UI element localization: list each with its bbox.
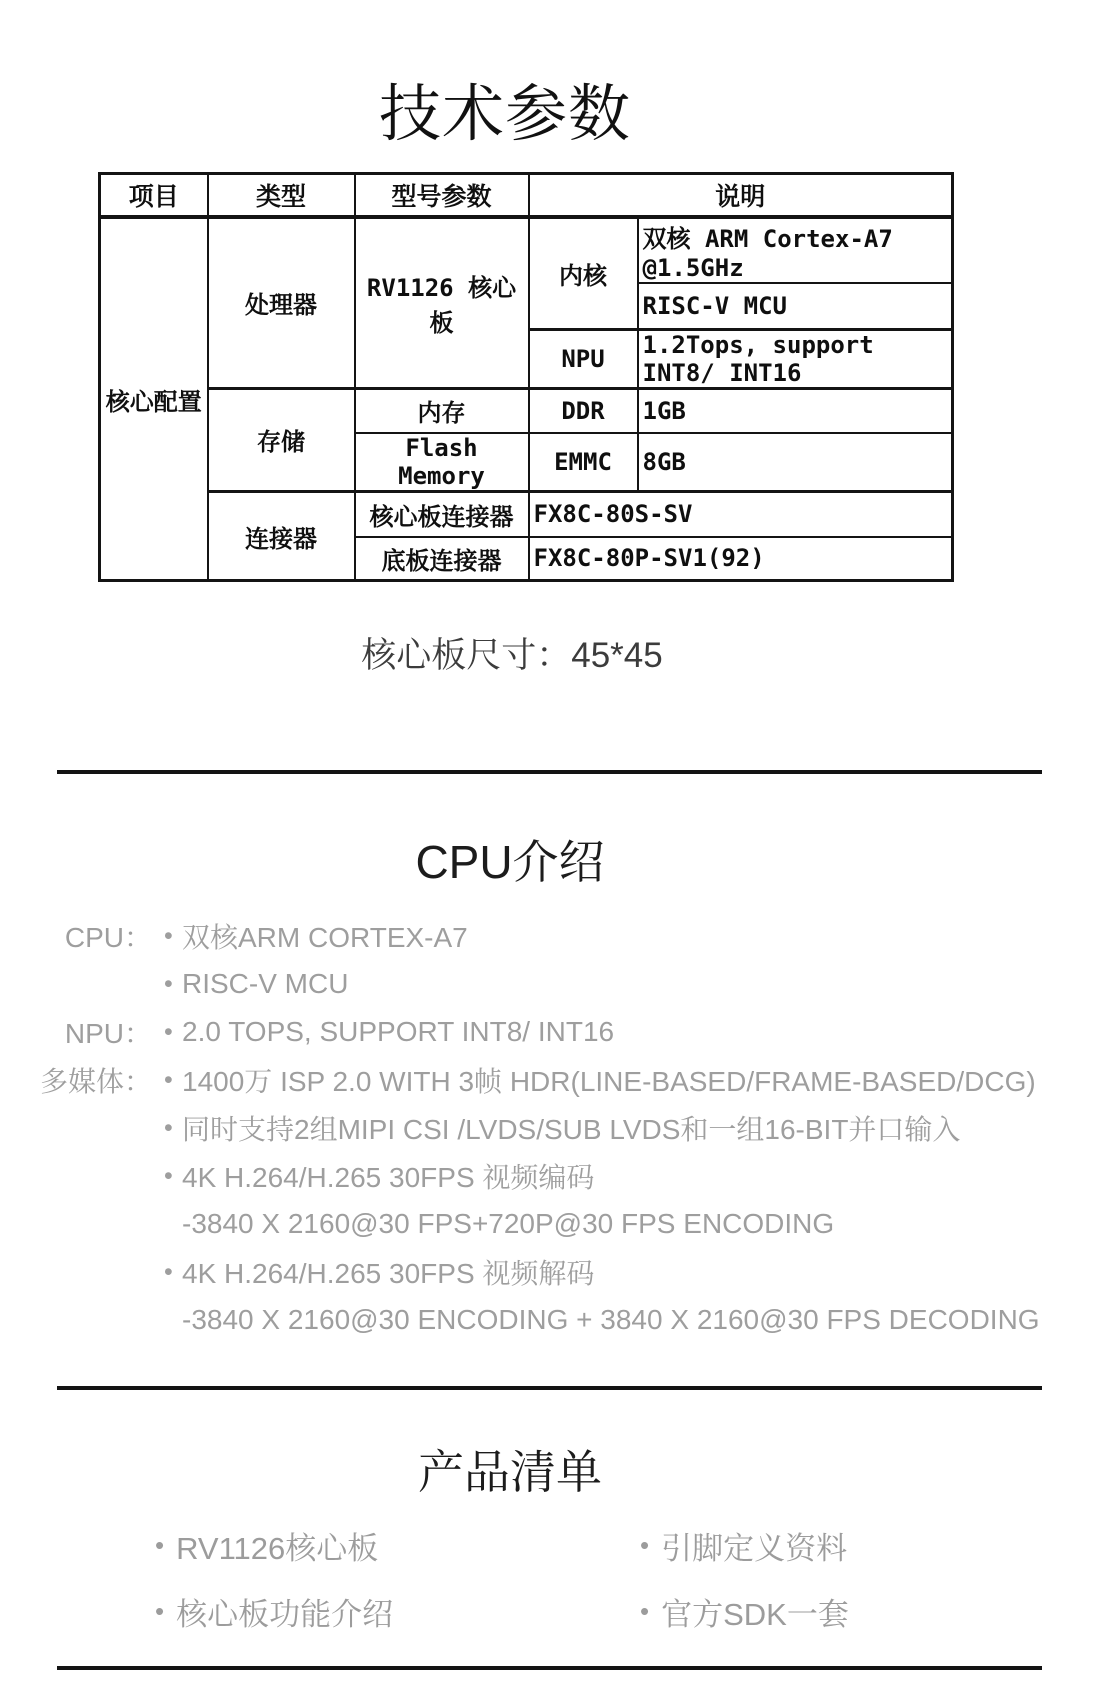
list-item-label: NPU： <box>64 1018 152 1049</box>
list-item-text: 同时支持2组MIPI CSI /LVDS/SUB LVDS和一组16-BIT并口输入 <box>182 1114 961 1145</box>
table-header-row <box>100 174 953 218</box>
list-item-text: RISC-V MCU <box>182 968 349 999</box>
cell-storage-sub-2: EMMC <box>529 433 638 492</box>
table-row <box>100 217 953 283</box>
divider <box>57 1386 1042 1390</box>
bullet-icon: • <box>164 1113 173 1142</box>
header-model: 型号参数 <box>355 174 529 218</box>
list-item <box>640 1512 1097 1578</box>
cell-connector-value-2: FX8C-80P-SV1(92) <box>529 537 953 581</box>
cell-connector-model-2: 底板连接器 <box>355 537 529 581</box>
table-row <box>100 492 953 537</box>
list-item <box>0 912 1097 960</box>
bullet-icon: • <box>164 1161 173 1190</box>
bullet-icon: • <box>155 1595 165 1626</box>
header-description: 说明 <box>529 174 953 218</box>
list-item-text: -3840 X 2160@30 ENCODING + 3840 X 2160@30 FPS DECODING <box>182 1304 1040 1335</box>
cpu-section-heading: CPU介绍 <box>415 836 605 888</box>
list-item-text: 引脚定义资料 <box>661 1530 848 1566</box>
list-item <box>155 1512 640 1578</box>
list-item-label: 多媒体： <box>39 1066 152 1097</box>
list-item <box>0 1008 1097 1056</box>
list-item-text: 2.0 TOPS, SUPPORT INT8/ INT16 <box>182 1016 615 1047</box>
list-item-text: -3840 X 2160@30 FPS+720P@30 FPS ENCODING <box>182 1208 835 1239</box>
list-item <box>0 960 1097 1008</box>
cell-processor-type: 处理器 <box>208 217 355 388</box>
table-row <box>100 388 953 433</box>
page-title: 技术参数 <box>378 80 631 149</box>
bullet-icon: • <box>164 921 173 950</box>
list-item <box>0 1056 1097 1104</box>
bullet-icon: • <box>155 1529 165 1560</box>
board-size-note: 核心板尺寸：45*45 <box>361 636 663 675</box>
bullet-icon: • <box>164 969 173 998</box>
list-item-text: 4K H.264/H.265 30FPS 视频解码 <box>182 1258 595 1289</box>
spec-table <box>98 172 954 582</box>
list-item <box>0 1200 1097 1248</box>
list-item <box>155 1578 640 1644</box>
cell-storage-type: 存储 <box>208 388 355 492</box>
list-item-text: RV1126核心板 <box>176 1530 379 1566</box>
cell-core-label: 内核 <box>529 217 638 329</box>
cell-connector-type: 连接器 <box>208 492 355 581</box>
cell-connector-model-1: 核心板连接器 <box>355 492 529 537</box>
list-item-text: 官方SDK一套 <box>661 1596 849 1632</box>
cell-core-item-1: 双核 ARM Cortex-A7 @1.5GHz <box>638 217 953 283</box>
bullet-icon: • <box>640 1529 650 1560</box>
list-item-label: CPU： <box>64 922 152 953</box>
cell-storage-value-2: 8GB <box>638 433 953 492</box>
cell-storage-sub-1: DDR <box>529 388 638 433</box>
cell-group-label: 核心配置 <box>100 217 208 581</box>
cpu-feature-list <box>0 912 1097 1344</box>
bullet-icon: • <box>164 1065 173 1094</box>
bullet-icon: • <box>164 1257 173 1286</box>
divider <box>57 1666 1042 1670</box>
bullet-icon: • <box>640 1595 650 1626</box>
list-item-text: 1400万 ISP 2.0 WITH 3帧 HDR(LINE-BASED/FRAME-BASED/DCG) <box>182 1066 1036 1097</box>
list-item <box>0 1296 1097 1344</box>
list-item <box>0 1248 1097 1296</box>
product-section-heading: 产品清单 <box>418 1446 602 1498</box>
cell-storage-value-1: 1GB <box>638 388 953 433</box>
cell-connector-value-1: FX8C-80S-SV <box>529 492 953 537</box>
list-item <box>0 1152 1097 1200</box>
list-item-text: 双核ARM CORTEX-A7 <box>182 922 468 953</box>
list-item-text: 核心板功能介绍 <box>176 1596 394 1632</box>
header-item: 项目 <box>100 174 208 218</box>
cell-core-item-2: RISC-V MCU <box>638 283 953 329</box>
cell-storage-model-2: Flash Memory <box>355 433 529 492</box>
header-type: 类型 <box>208 174 355 218</box>
product-list <box>0 1512 1097 1644</box>
divider <box>57 770 1042 774</box>
bullet-icon: • <box>164 1017 173 1046</box>
list-item <box>640 1578 1097 1644</box>
list-item-text: 4K H.264/H.265 30FPS 视频编码 <box>182 1162 595 1193</box>
cell-npu-value: 1.2Tops, support INT8/ INT16 <box>638 329 953 388</box>
cell-storage-model-1: 内存 <box>355 388 529 433</box>
cell-npu-label: NPU <box>529 329 638 388</box>
cell-processor-model: RV1126 核心板 <box>355 217 529 388</box>
list-item <box>0 1104 1097 1152</box>
